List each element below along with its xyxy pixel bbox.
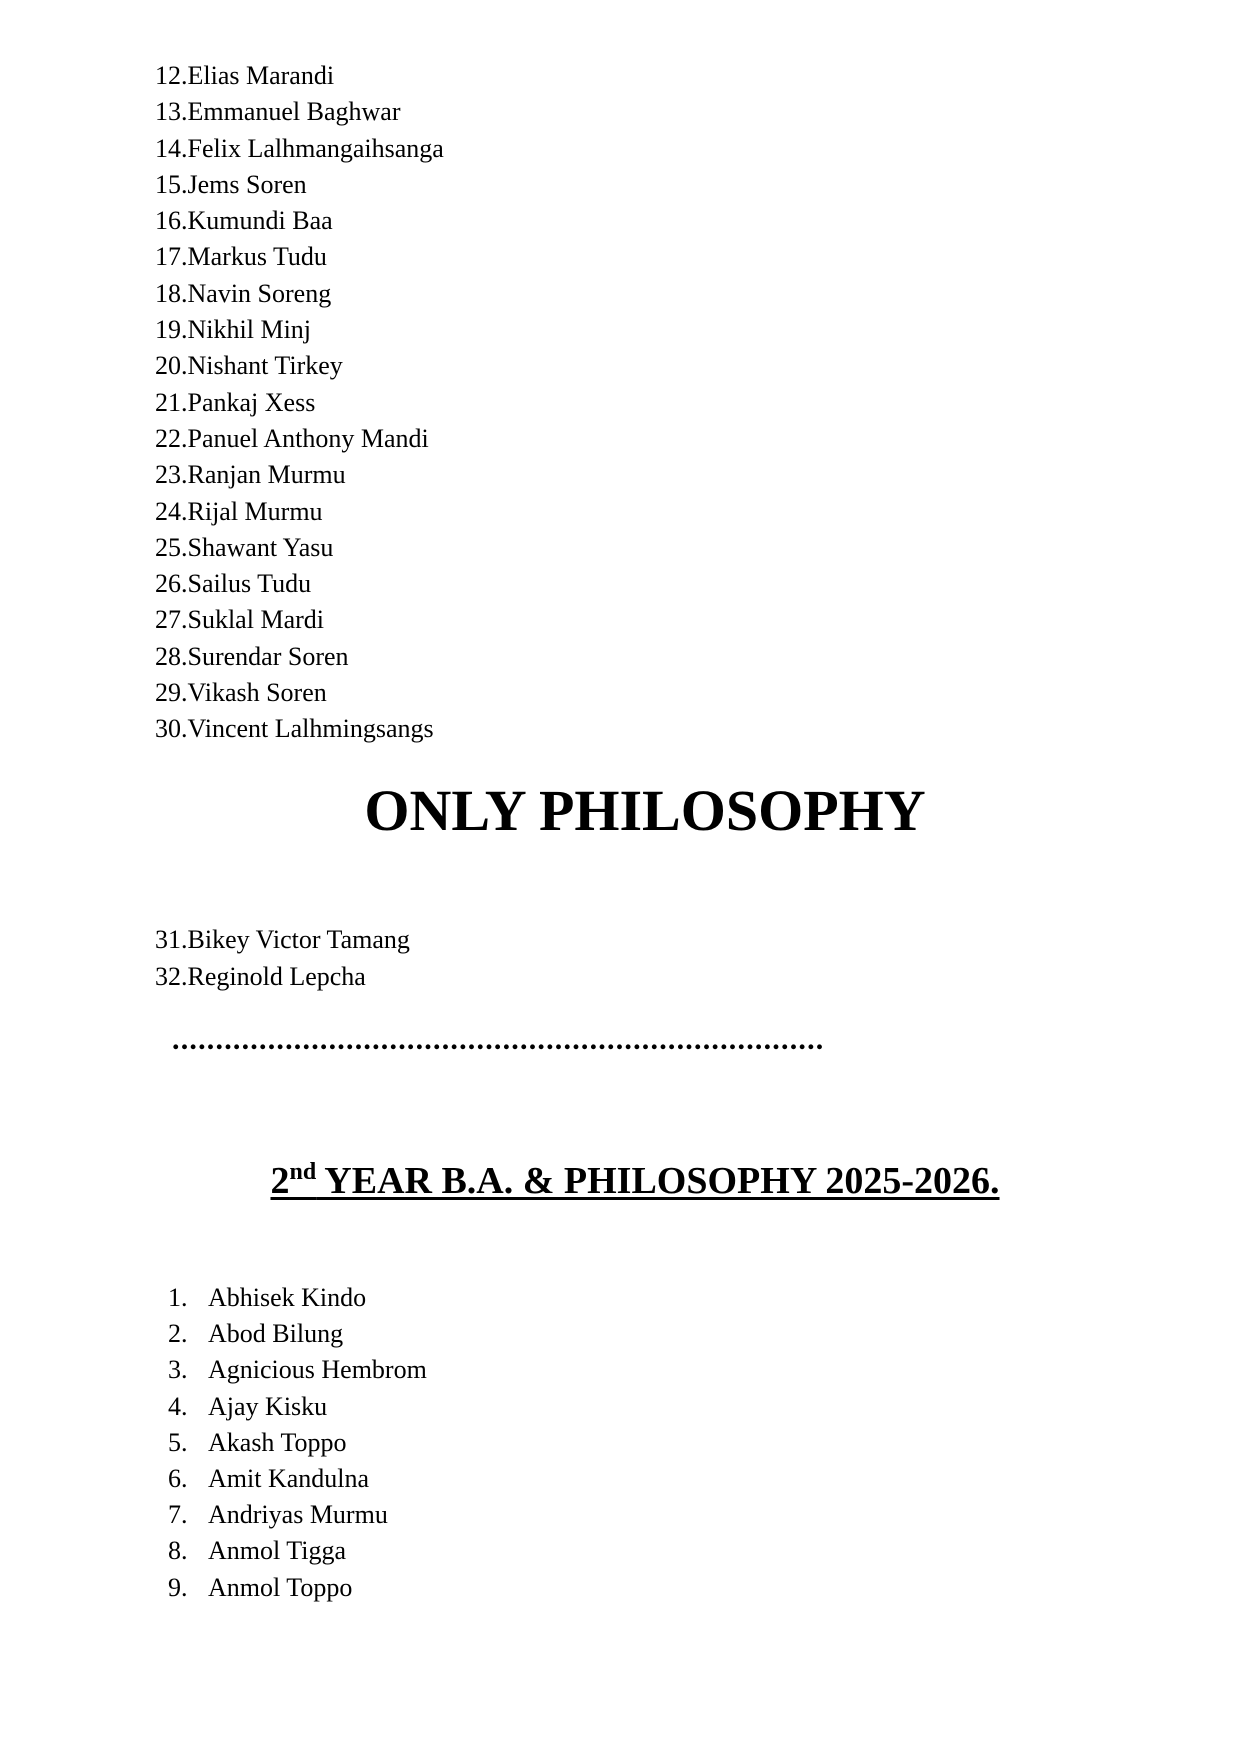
list-item-name: Ajay Kisku [208, 1391, 328, 1421]
list-item [168, 1280, 427, 1316]
student-list-continued [155, 58, 444, 748]
list-item [168, 1389, 427, 1425]
list-item: 17.Markus Tudu [155, 242, 327, 272]
dotted-separator: ........................................................................... [172, 1030, 825, 1050]
list-item: 14.Felix Lalhmangaihsanga [155, 133, 444, 163]
list-item-number: 2. [168, 1319, 188, 1349]
list-item-number: 7. [168, 1500, 188, 1530]
list-item [168, 1570, 427, 1606]
list-item: 30.Vincent Lalhmingsangs [155, 714, 434, 744]
list-item: 18.Navin Soreng [155, 278, 332, 308]
section-heading-only-philosophy: ONLY PHILOSOPHY [364, 778, 926, 843]
list-item: 26.Sailus Tudu [155, 569, 312, 599]
section-heading-second-year [0, 1159, 1240, 1202]
list-item: 23.Ranjan Murmu [155, 460, 346, 490]
list-item-name: Akash Toppo [208, 1427, 347, 1457]
list-item-number: 8. [168, 1536, 188, 1566]
list-item-name: Agnicious Hembrom [208, 1355, 427, 1385]
list-item-name: Anmol Tigga [208, 1536, 346, 1566]
list-item-number: 9. [168, 1572, 188, 1602]
second-year-list [168, 1280, 427, 1606]
list-item: 13.Emmanuel Baghwar [155, 97, 401, 127]
list-item [168, 1352, 427, 1388]
list-item: 28.Surendar Soren [155, 641, 349, 671]
list-item [168, 1316, 427, 1352]
list-item: 20.Nishant Tirkey [155, 351, 343, 381]
heading-year-number: 2 [270, 1160, 290, 1202]
list-item: 27.Suklal Mardi [155, 605, 324, 635]
list-item [168, 1497, 427, 1533]
list-item [168, 1425, 427, 1461]
list-item: 16.Kumundi Baa [155, 206, 333, 236]
list-item-number: 1. [168, 1283, 188, 1312]
list-item: 31.Bikey Victor Tamang [155, 925, 410, 954]
list-item-name: Amit Kandulna [208, 1464, 370, 1494]
list-item-number: 6. [168, 1464, 188, 1494]
list-item: 25.Shawant Yasu [155, 532, 334, 562]
list-item-number: 4. [168, 1391, 188, 1421]
list-item-number: 3. [168, 1355, 188, 1385]
list-item [168, 1533, 427, 1569]
list-item-name: Anmol Toppo [208, 1572, 353, 1602]
list-item-name: Andriyas Murmu [208, 1500, 388, 1530]
list-item [168, 1461, 427, 1497]
list-item: 32.Reginold Lepcha [155, 961, 366, 991]
heading-year-suffix: nd [289, 1159, 317, 1185]
only-philosophy-list [155, 922, 410, 995]
list-item-number: 5. [168, 1427, 188, 1457]
heading-year-text: YEAR B.A. & PHILOSOPHY 2025-2026. [316, 1160, 1000, 1202]
list-item-name: Abod Bilung [208, 1319, 344, 1349]
list-item: 19.Nikhil Minj [155, 315, 312, 345]
list-item: 29.Vikash Soren [155, 678, 327, 708]
list-item: 21.Pankaj Xess [155, 387, 316, 417]
list-item: 15.Jems Soren [155, 169, 307, 199]
list-item: 24.Rijal Murmu [155, 496, 323, 526]
list-item: 12.Elias Marandi [155, 61, 335, 90]
list-item-name: Abhisek Kindo [208, 1283, 367, 1312]
list-item: 22.Panuel Anthony Mandi [155, 423, 429, 453]
